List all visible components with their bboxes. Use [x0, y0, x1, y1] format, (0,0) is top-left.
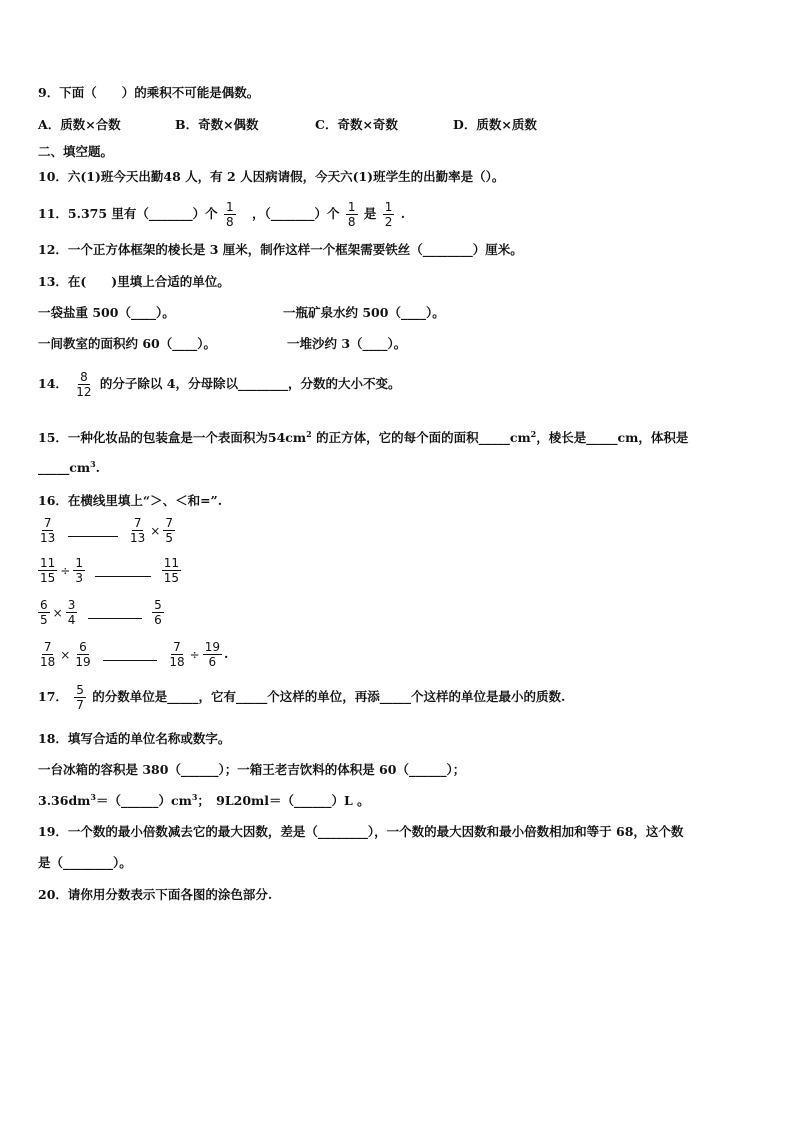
answer-blank[interactable]	[68, 524, 118, 537]
q19-line2: 是（________）。	[38, 855, 132, 870]
q13-row2-b: 一堆沙约 3（____）。	[287, 336, 407, 351]
fraction: $\frac{1}{8}$	[347, 200, 356, 229]
fraction: $\frac{7}{18}$	[169, 640, 185, 669]
q12: 12．一个正方体框架的棱长是 3 厘米，制作这样一个框架需要铁丝（________）厘米。	[38, 242, 523, 257]
q16-row2	[36, 556, 183, 585]
fraction: $\frac{1}{8}$	[226, 200, 234, 229]
period: .	[223, 646, 229, 661]
q16-row4	[36, 640, 228, 669]
fraction: $\frac{6}{19}$	[75, 640, 91, 669]
fraction: $\frac{11}{15}$	[163, 556, 179, 585]
q18-text-c: ； 9L20ml＝（______）L 。	[197, 793, 370, 808]
operator: ÷	[189, 647, 200, 662]
superscript: 3	[90, 459, 96, 469]
superscript: 3	[191, 791, 198, 802]
q16-title: 16．在横线里填上“＞、＜和=”.	[38, 493, 223, 508]
superscript: 2	[306, 428, 312, 439]
q11-part-c: 是	[363, 206, 377, 221]
q17-text: 的分数单位是_____，它有_____个这样的单位，再添_____个这样的单位是最小的质数.	[92, 689, 566, 704]
fraction: $\frac{19}{6}$	[204, 640, 220, 669]
q15-line2	[38, 459, 100, 475]
fraction: $\frac{7}{18}$	[40, 640, 56, 669]
q10: 10．六(1)班今天出勤48 人，有 2 人因病请假，今天六(1)班学生的出勤率是（）。	[38, 169, 505, 184]
q18-text-b: ＝（______）cm	[96, 793, 192, 808]
q9-option-c: C．奇数×奇数	[315, 117, 398, 132]
superscript: 3	[90, 791, 96, 802]
q9-option-b: B．奇数×偶数	[175, 117, 259, 132]
period: .	[400, 206, 406, 221]
fraction: $\frac{3}{4}$	[67, 598, 76, 627]
q15-line1	[38, 428, 688, 446]
answer-blank[interactable]	[95, 564, 151, 577]
fraction: $\frac{5}{7}$	[76, 683, 84, 712]
operator: ×	[52, 605, 63, 620]
q20: 20．请你用分数表示下面各图的涂色部分.	[38, 887, 273, 902]
q13-row2-a: 一间教室的面积约 60（____）。	[38, 336, 216, 351]
q16-row3	[36, 598, 166, 627]
q17	[38, 683, 565, 712]
section-2-title: 二、填空题。	[38, 144, 114, 159]
fraction: $\frac{11}{15}$	[40, 556, 56, 585]
q9-option-d: D．质数×质数	[453, 117, 537, 132]
q9-option-a: A．质数×合数	[38, 117, 121, 132]
q15-text-c: ，棱长是_____cm，体积是	[536, 430, 689, 445]
q15-text-d: _____cm	[38, 460, 91, 476]
fraction: $\frac{6}{5}$	[40, 598, 48, 627]
q13-row1-b: 一瓶矿泉水约 500（____）。	[283, 305, 445, 320]
q18-row1: 一台冰箱的容积是 380（______）；一箱王老吉饮料的体积是 60（______）；	[38, 762, 466, 777]
q17-number: 17．	[38, 689, 68, 704]
q16-row1	[36, 516, 177, 545]
q18-title: 18．填写合适的单位名称或数字。	[38, 731, 231, 746]
answer-blank[interactable]	[103, 648, 157, 661]
fraction: $\frac{5}{6}$	[154, 598, 162, 627]
q13-title: 13．在( )里填上合适的单位。	[38, 274, 230, 289]
q14-number: 14．	[38, 376, 68, 391]
period: .	[95, 460, 101, 476]
q13-row1-a: 一袋盐重 500（____）。	[38, 305, 175, 320]
q18-text-a: 3.36dm	[38, 793, 91, 808]
operator: ×	[60, 647, 71, 662]
q18-row2	[38, 791, 370, 809]
q11-part-a: 11．5.375 里有（_______）个	[38, 206, 218, 221]
fraction: $\frac{1}{3}$	[75, 556, 83, 585]
fraction: $\frac{1}{2}$	[384, 200, 393, 229]
q11	[38, 200, 405, 229]
q14-text: 的分子除以 4，分母除以________，分数的大小不变。	[99, 376, 401, 391]
q15-text-a: 15．一种化妆品的包装盒是一个表面积为54cm	[38, 430, 307, 445]
answer-blank[interactable]	[88, 606, 142, 619]
q15-text-b: 的正方体，它的每个面的面积_____cm	[316, 430, 531, 445]
q9-text: 9．下面（ ）的乘积不可能是偶数。	[38, 85, 260, 100]
superscript: 2	[530, 428, 537, 439]
fraction: $\frac{8}{12}$	[76, 370, 92, 399]
q11-part-b: ，（_______）个	[252, 206, 340, 221]
fraction: $\frac{7}{13}$	[40, 516, 56, 545]
q19-line1: 19．一个数的最小倍数减去它的最大因数，差是（________），一个数的最大因数和最小倍数相加和等于 68，这个数	[38, 824, 684, 839]
operator: ×	[150, 523, 161, 538]
fraction: $\frac{7}{13}$	[130, 516, 146, 545]
fraction: $\frac{7}{5}$	[165, 516, 173, 545]
q14	[38, 370, 400, 399]
operator: ÷	[60, 563, 71, 578]
